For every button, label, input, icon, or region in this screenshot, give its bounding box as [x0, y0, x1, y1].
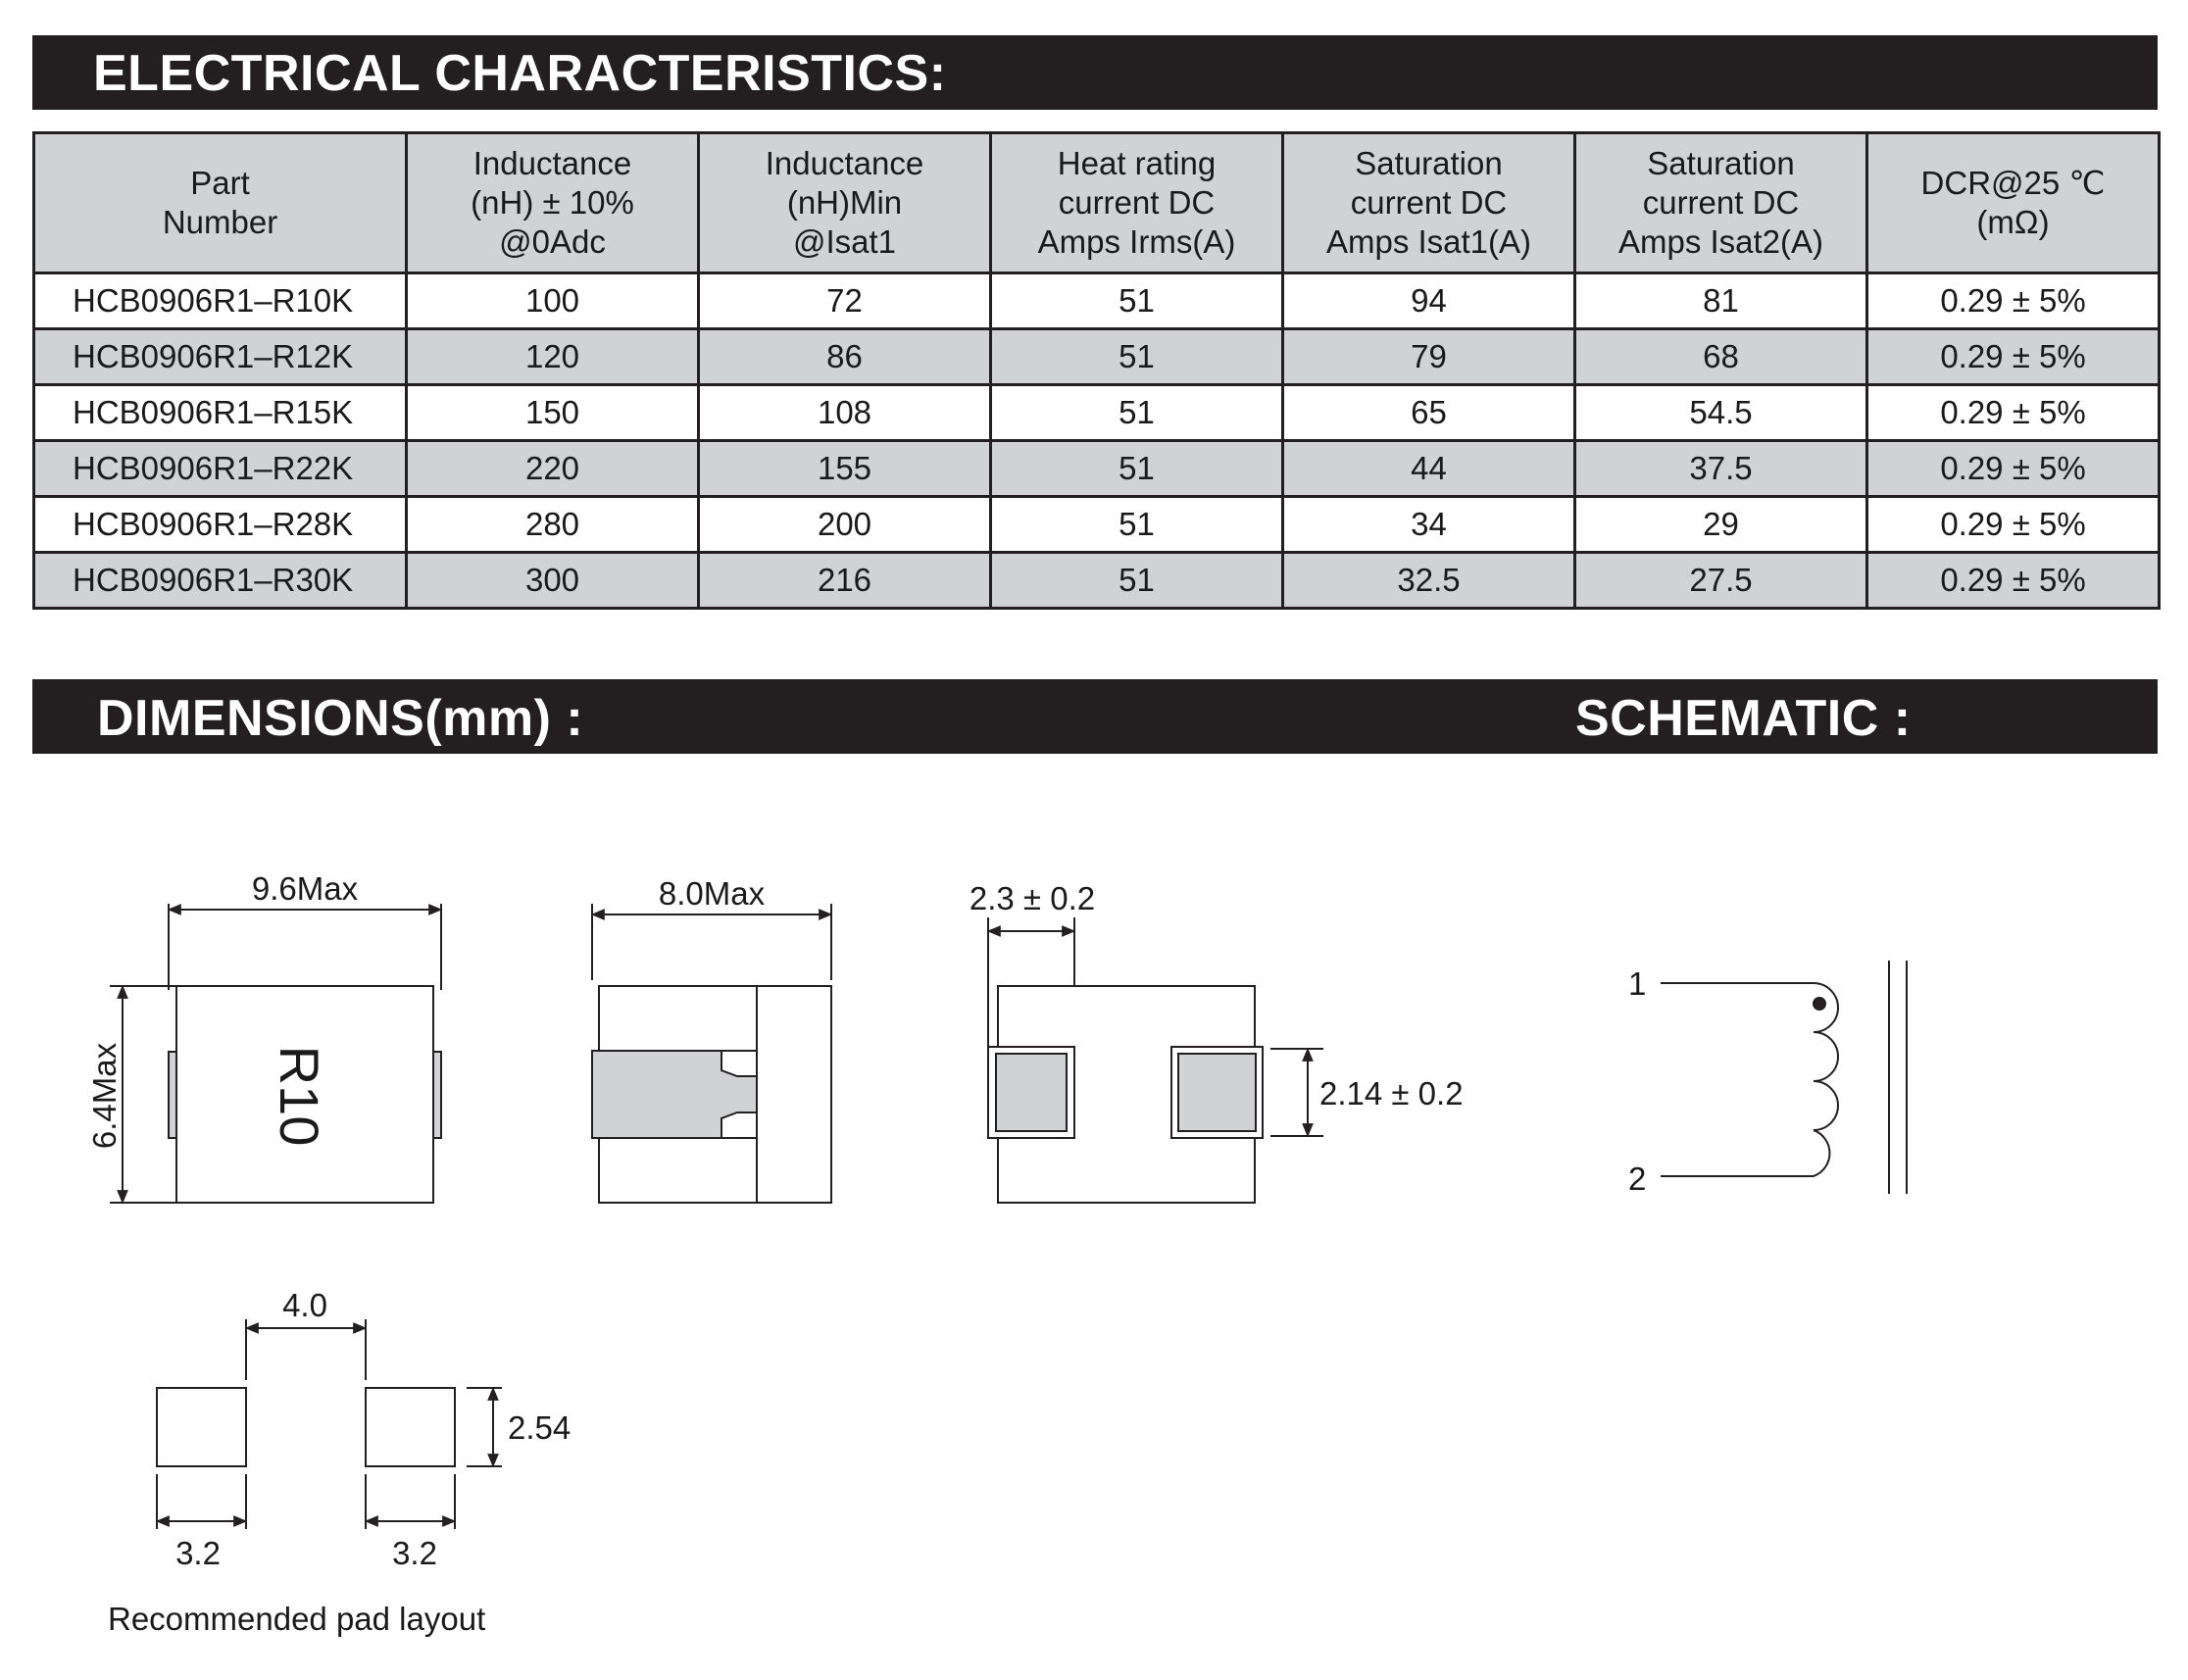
pin-1-label: 1 [1628, 965, 1647, 1002]
cell-part-number: HCB0906R1–R15K [34, 385, 407, 441]
pad-height-label: 2.54 [508, 1409, 572, 1446]
side-view-drawing [592, 904, 831, 1203]
cell-dcr: 0.29 ± 5% [1867, 497, 2160, 553]
inductor-schematic [1661, 961, 1907, 1194]
cell-heat-rating-current: 51 [991, 273, 1283, 329]
cell-saturation-current-1: 65 [1283, 385, 1575, 441]
cell-dcr: 0.29 ± 5% [1867, 553, 2160, 609]
col-inductance-min: Inductance (nH)Min @Isat1 [699, 133, 991, 273]
cell-part-number: HCB0906R1–R12K [34, 329, 407, 385]
cell-saturation-current-1: 79 [1283, 329, 1575, 385]
dimensions-heading: DIMENSIONS(mm) : [97, 690, 584, 747]
part-marking: R10 [269, 1045, 330, 1147]
cell-saturation-current-1: 34 [1283, 497, 1575, 553]
cell-heat-rating-current: 51 [991, 553, 1283, 609]
cell-heat-rating-current: 51 [991, 329, 1283, 385]
cell-saturation-current-2: 37.5 [1575, 441, 1867, 497]
bottom-view-drawing [988, 917, 1323, 1203]
polarity-dot [1813, 997, 1826, 1011]
col-saturation-current-2: Saturation current DC Amps Isat2(A) [1575, 133, 1867, 273]
cell-inductance-nominal: 280 [407, 497, 699, 553]
cell-inductance-min: 155 [699, 441, 991, 497]
cell-inductance-min: 200 [699, 497, 991, 553]
cell-dcr: 0.29 ± 5% [1867, 385, 2160, 441]
pin-2-label: 2 [1628, 1161, 1647, 1197]
electrical-characteristics-heading: ELECTRICAL CHARACTERISTICS: [93, 45, 947, 102]
cell-inductance-nominal: 220 [407, 441, 699, 497]
col-inductance-nominal: Inductance (nH) ± 10% @0Adc [407, 133, 699, 273]
terminal-width-label: 2.3 ± 0.2 [969, 880, 1096, 916]
cell-inductance-nominal: 300 [407, 553, 699, 609]
cell-inductance-min: 72 [699, 273, 991, 329]
col-heat-rating-current: Heat rating current DC Amps Irms(A) [991, 133, 1283, 273]
pad-layout-caption: Recommended pad layout [108, 1601, 486, 1637]
cell-saturation-current-2: 27.5 [1575, 553, 1867, 609]
cell-saturation-current-1: 94 [1283, 273, 1575, 329]
terminal-height-label: 2.14 ± 0.2 [1319, 1075, 1464, 1112]
cell-inductance-min: 216 [699, 553, 991, 609]
cell-part-number: HCB0906R1–R10K [34, 273, 407, 329]
pad-layout-drawing [157, 1319, 502, 1529]
col-part-number: Part Number [34, 133, 407, 273]
cell-saturation-current-1: 44 [1283, 441, 1575, 497]
pad-width-left-label: 3.2 [175, 1535, 221, 1571]
cell-inductance-min: 86 [699, 329, 991, 385]
cell-dcr: 0.29 ± 5% [1867, 329, 2160, 385]
pad-gap-label: 4.0 [282, 1287, 327, 1323]
pad-width-right-label: 3.2 [392, 1535, 437, 1571]
cell-saturation-current-2: 81 [1575, 273, 1867, 329]
cell-dcr: 0.29 ± 5% [1867, 273, 2160, 329]
cell-saturation-current-2: 29 [1575, 497, 1867, 553]
cell-inductance-nominal: 100 [407, 273, 699, 329]
side-view-width-label: 8.0Max [658, 875, 766, 912]
col-dcr: DCR@25 ℃ (mΩ) [1867, 133, 2160, 273]
cell-saturation-current-2: 68 [1575, 329, 1867, 385]
cell-part-number: HCB0906R1–R28K [34, 497, 407, 553]
cell-heat-rating-current: 51 [991, 497, 1283, 553]
cell-heat-rating-current: 51 [991, 385, 1283, 441]
cell-inductance-nominal: 150 [407, 385, 699, 441]
cell-dcr: 0.29 ± 5% [1867, 441, 2160, 497]
cell-inductance-nominal: 120 [407, 329, 699, 385]
cell-inductance-min: 108 [699, 385, 991, 441]
cell-saturation-current-1: 32.5 [1283, 553, 1575, 609]
cell-heat-rating-current: 51 [991, 441, 1283, 497]
cell-part-number: HCB0906R1–R30K [34, 553, 407, 609]
cell-saturation-current-2: 54.5 [1575, 385, 1867, 441]
top-view-width-label: 9.6Max [251, 870, 359, 907]
col-saturation-current-1: Saturation current DC Amps Isat1(A) [1283, 133, 1575, 273]
top-view-height-label: 6.4Max [86, 1042, 123, 1150]
schematic-heading: SCHEMATIC : [1575, 690, 1912, 747]
cell-part-number: HCB0906R1–R22K [34, 441, 407, 497]
